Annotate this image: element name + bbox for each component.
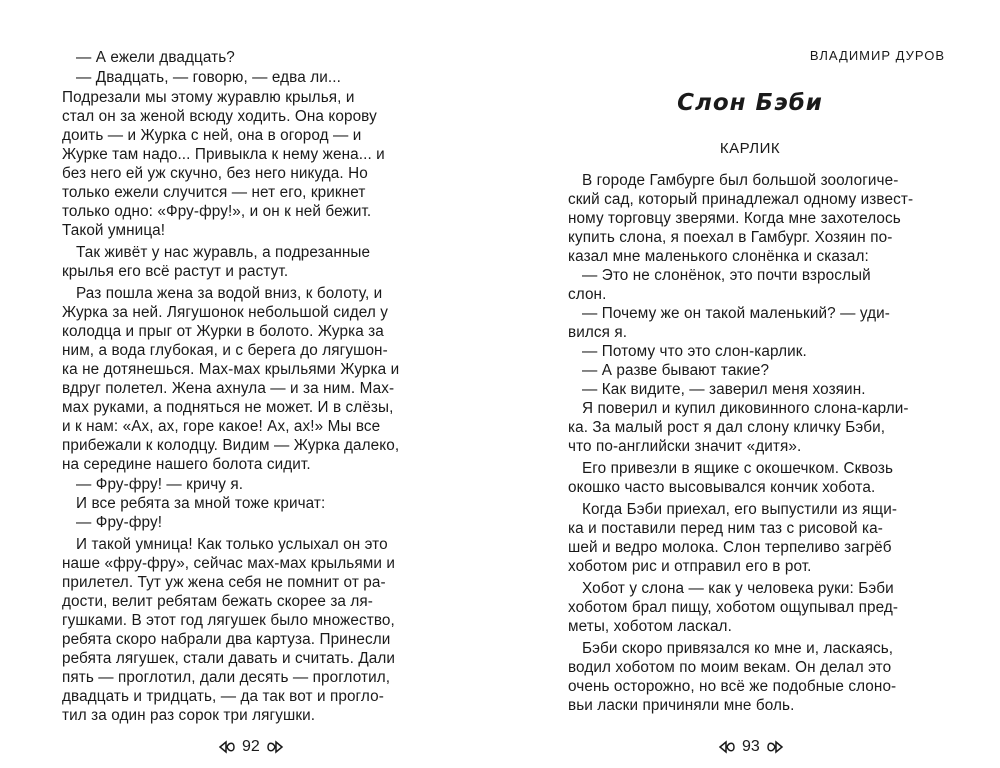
right-page — [500, 0, 1000, 768]
text-line: только ежели случится — нет его, крикнет — [62, 184, 366, 201]
text-line: хоботом брал пищу, хоботом ощупывал пред- — [568, 599, 899, 616]
leaf-ornament-icon — [718, 739, 736, 755]
text-line: — Фру-фру! — [76, 514, 163, 531]
text-line: без него ей уж скучно, без него никуда. Но — [62, 165, 368, 182]
text-line: купить слона, я поехал в Гамбург. Хозяин по- — [568, 229, 893, 246]
leaf-ornament-icon — [766, 739, 784, 755]
text-line: гушками. В этот год лягушек было множество, — [62, 612, 395, 629]
text-line: только одно: «Фру-фру!», и он к ней бежит. — [62, 203, 372, 220]
text-line: мах руками, а подняться не может. И в слёзы, — [62, 399, 394, 416]
text-line: стал он за женой всюду ходить. Она корову — [62, 108, 377, 125]
chapter-title: КАРЛИК — [719, 140, 781, 157]
text-line: водил хоботом по моим векам. Он делал это — [568, 659, 892, 676]
text-line: слон. — [568, 286, 607, 303]
text-line: ребята лягушек, стали давать и считать. Дали — [62, 650, 396, 667]
text-line: Журка за ней. Лягушонок небольшой сидел у — [62, 304, 388, 321]
text-line: вьи ласки причиняли мне боль. — [568, 697, 795, 714]
text-line: тил за один раз сорок три лягушки. — [62, 707, 316, 724]
page-number-label: 92 — [242, 738, 260, 755]
leaf-ornament-icon — [218, 739, 236, 755]
page-number-label: 93 — [742, 738, 760, 755]
text-line: Я поверил и купил диковинного слона-карли- — [582, 400, 909, 417]
text-line: Так живёт у нас журавль, а подрезанные — [76, 244, 371, 261]
text-line: колодца и прыг от Журки в болото. Журка за — [62, 323, 384, 340]
text-line: И все ребята за мной тоже кричат: — [76, 495, 326, 512]
text-line: крылья его всё растут и растут. — [62, 263, 289, 280]
text-line: — Почему же он такой маленький? — уди- — [582, 305, 890, 322]
page-number — [218, 738, 284, 756]
text-line: меты, хоботом ласкал. — [568, 618, 732, 635]
text-line: двадцать и тридцать, — да так вот и прогло- — [62, 688, 384, 705]
text-line: Журке там надо... Привыкла к нему жена... и — [62, 146, 385, 163]
text-line: И такой умница! Как только услыхал он это — [76, 536, 388, 553]
text-line: доить — и Журка с ней, она в огород — и — [62, 127, 362, 144]
text-line: прибежали к колодцу. Видим — Журка далеко, — [62, 437, 400, 454]
text-line: Хобот у слона — как у человека руки: Бэби — [582, 580, 894, 597]
text-line: окошко часто высовывался кончик хобота. — [568, 479, 876, 496]
text-line: — Двадцать, — говорю, — едва ли... — [76, 69, 341, 86]
story-title: Слон Бэби — [677, 90, 823, 116]
text-line: ский сад, который принадлежал одному извест- — [568, 191, 914, 208]
text-line: вился я. — [568, 324, 628, 341]
text-line: наше «фру-фру», сейчас мах-мах крыльями и — [62, 555, 395, 572]
text-line: Такой умница! — [62, 222, 166, 239]
text-line: ка. За малый рост я дал слону кличку Бэби, — [568, 419, 886, 436]
text-line: хоботом рис и отправил его в рот. — [568, 558, 812, 575]
text-line: Бэби скоро привязался ко мне и, ласкаясь, — [582, 640, 894, 657]
text-line: Раз пошла жена за водой вниз, к болоту, и — [76, 285, 383, 302]
text-line: казал мне маленького слонёнка и сказал: — [568, 248, 869, 265]
text-line: прилетел. Тут уж жена себя не помнит от ра- — [62, 574, 386, 591]
text-line: — Фру-фру! — кричу я. — [76, 476, 244, 493]
text-line: — Это не слонёнок, это почти взрослый — [582, 267, 871, 284]
text-line: В городе Гамбурге был большой зоологиче- — [582, 172, 899, 189]
text-line: — Как видите, — заверил меня хозяин. — [582, 381, 866, 398]
text-line: — А ежели двадцать? — [76, 49, 235, 66]
text-line: и к нам: «Ах, ах, горе какое! Ах, ах!» Мы все — [62, 418, 381, 435]
text-line: ним, а вода глубокая, и с берега до лягушон- — [62, 342, 388, 359]
text-line: ному торговцу зверями. Когда мне захотелось — [568, 210, 901, 227]
text-line: — А разве бывают такие? — [582, 362, 770, 379]
text-line: Подрезали мы этому журавлю крылья, и — [62, 89, 355, 106]
text-line: — Потому что это слон-карлик. — [582, 343, 807, 360]
text-line: очень осторожно, но всё же подобные слоно- — [568, 678, 897, 695]
page-number — [718, 738, 784, 756]
text-line: Когда Бэби приехал, его выпустили из ящи- — [582, 501, 898, 518]
text-line: шей и ведро молока. Слон терпеливо загрёб — [568, 539, 892, 556]
leaf-ornament-icon — [266, 739, 284, 755]
text-line: Его привезли в ящике с окошечком. Сквозь — [582, 460, 894, 477]
text-line: дости, велит ребятам бежать скорее за ля- — [62, 593, 373, 610]
text-line: что по-английски значит «дитя». — [568, 438, 802, 455]
text-line: вдруг полетел. Жена ахнула — и за ним. Мах- — [62, 380, 395, 397]
text-line: пять — проглотил, дали десять — проглотил, — [62, 669, 391, 686]
text-line: ребята скоро набрали два картуза. Принесли — [62, 631, 391, 648]
text-line: ка не дотянешься. Мах-мах крыльями Журка и — [62, 361, 400, 378]
text-line: ка и поставили перед ним таз с рисовой ка- — [568, 520, 883, 537]
text-line: на середине нашего болота сидит. — [62, 456, 311, 473]
running-header-author: ВЛАДИМИР ДУРОВ — [809, 48, 945, 63]
